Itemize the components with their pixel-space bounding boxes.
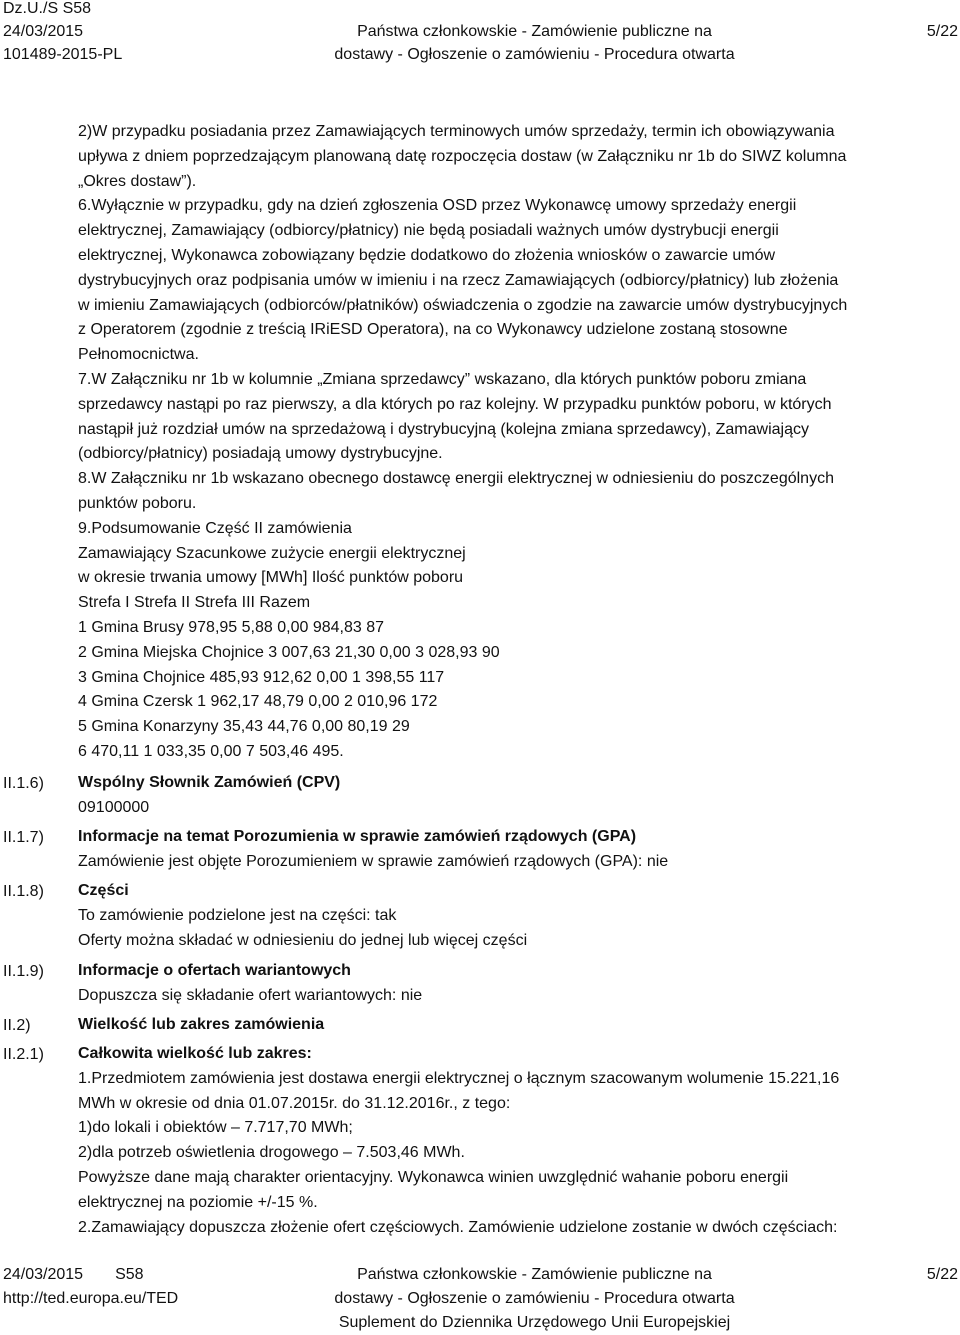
footer-date: 24/03/2015 <box>3 1266 84 1283</box>
body-line: w imieniu Zamawiających (odbiorców/płatników) oświadczenia o zgodzie na zawarcie umów dystrybucyjnych <box>78 296 848 314</box>
body-line: (odbiorcy/płatnicy) posiadają umowy dystrybucyjne. <box>78 445 443 463</box>
footer-date-line <box>3 1263 178 1287</box>
section-number: II.1.9) <box>3 963 44 980</box>
body-line: 8.W Załączniku nr 1b wskazano obecnego dostawcę energii elektrycznej w odniesieniu do poszczególnych <box>78 470 834 488</box>
body-line: w okresie trwania umowy [MWh] Ilość punktów poboru <box>78 569 464 587</box>
footer-page-number: 5/22 <box>926 1266 958 1283</box>
section-scope <box>78 1013 938 1038</box>
section-heading: Informacje o ofertach wariantowych <box>78 962 351 979</box>
footer-center <box>298 1263 771 1335</box>
body-line: „Okres dostaw”). <box>78 172 197 190</box>
footer-url: http://ted.europa.eu/TED <box>3 1290 179 1307</box>
section-line: 1)do lokali i obiektów – 7.717,70 MWh; <box>78 1119 353 1137</box>
section-heading: Wielkość lub zakres zamówienia <box>78 1016 325 1033</box>
body-line: Zamawiający Szacunkowe zużycie energii elektrycznej <box>78 544 466 562</box>
section-heading: Informacje na temat Porozumienia w sprawie zamówień rządowych (GPA) <box>78 828 637 845</box>
footer-title-line2: dostawy - Ogłoszenie o zamówieniu - Procedura otwarta <box>334 1290 735 1307</box>
section-line: Powyższe dane mają charakter orientacyjny. Wykonawca winien uwzględnić wahanie poboru energii <box>78 1168 789 1186</box>
section-line: elektrycznej na poziomie +/-15 %. <box>78 1193 318 1211</box>
section-number: II.1.7) <box>3 829 44 846</box>
body-line: 5 Gmina Konarzyny 35,43 44,76 0,00 80,19 29 <box>78 718 410 736</box>
body-line: z Operatorem (zgodnie z treścią IRiESD Operatora), na co Wykonawcy udzielone zostaną stosowne <box>78 321 788 339</box>
body-line: punktów poboru. <box>78 494 197 512</box>
body-line: dystrybucyjnych oraz podpisania umów w imieniu i na rzecz Zamawiających (odbiorcy/płatnicy) lub złożenia <box>78 271 839 289</box>
journal-ref: Dz.U./S S58 <box>3 0 92 17</box>
section-heading: Części <box>78 882 129 899</box>
footer-title-line3: Suplement do Dziennika Urzędowego Unii Europejskiej <box>338 1314 731 1331</box>
section-line: 2.Zamawiający dopuszcza złożenie ofert częściowych. Zamówienie udzielone zostanie w dwóch częściach: <box>78 1218 838 1236</box>
body-line: Strefa I Strefa II Strefa III Razem <box>78 594 311 612</box>
section-parts <box>78 879 938 953</box>
notice-number: 101489-2015-PL <box>3 46 123 63</box>
body-line: upływa z dniem poprzedzającym planowaną datę rozpoczęcia dostaw (w Załączniku nr 1b do SIWZ kolumna <box>78 147 847 165</box>
section-line: MWh w okresie od dnia 01.07.2015r. do 31.12.2016r., z tego: <box>78 1094 511 1112</box>
body-line: 2 Gmina Miejska Chojnice 3 007,63 21,30 0,00 3 028,93 90 <box>78 643 500 661</box>
header-left <box>3 0 122 66</box>
body-line: nastąpił już rozdział umów na sprzedażową i dystrybucyjną (kolejna zmiana sprzedawcy), Zamawiający <box>78 420 809 438</box>
footer-left <box>3 1263 178 1311</box>
body-line: elektrycznej, Wykonawca zobowiązany będzie dodatkowo do złożenia wniosków o zawarcie umów <box>78 246 776 264</box>
page-header <box>0 0 960 72</box>
footer-title-line1: Państwa członkowskie - Zamówienie publiczne na <box>357 1266 712 1283</box>
footer-code: S58 <box>115 1266 144 1283</box>
body-text <box>78 120 938 765</box>
body-line: 9.Podsumowanie Część II zamówienia <box>78 519 352 537</box>
body-line: 1 Gmina Brusy 978,95 5,88 0,00 984,83 87 <box>78 618 384 636</box>
body-line: Pełnomocnictwa. <box>78 346 199 364</box>
section-heading: Wspólny Słownik Zamówień (CPV) <box>78 774 341 791</box>
section-heading: Całkowita wielkość lub zakres: <box>78 1045 312 1062</box>
section-number: II.2) <box>3 1017 31 1034</box>
section-line: Oferty można składać w odniesieniu do jednej lub więcej części <box>78 931 528 949</box>
body-line: 4 Gmina Czersk 1 962,17 48,79 0,00 2 010,96 172 <box>78 693 438 711</box>
section-cpv <box>78 771 938 821</box>
section-line: 2)dla potrzeb oświetlenia drogowego – 7.503,46 MWh. <box>78 1144 465 1162</box>
section-line: Zamówienie jest objęte Porozumieniem w sprawie zamówień rządowych (GPA): nie <box>78 852 669 870</box>
section-line: 09100000 <box>78 798 150 816</box>
header-date: 24/03/2015 <box>3 23 84 40</box>
section-gpa <box>78 825 938 875</box>
body-line: 2)W przypadku posiadania przez Zamawiających terminowych umów sprzedaży, termin ich obowiązywania <box>78 123 835 140</box>
page-footer <box>0 1263 960 1334</box>
section-line: To zamówienie podzielone jest na części: tak <box>78 906 397 924</box>
section-line: 1.Przedmiotem zamówienia jest dostawa energii elektrycznej o łącznym szacowanym wolumenie 15.221,16 <box>78 1069 840 1087</box>
header-title-line1: Państwa członkowskie - Zamówienie publiczne na <box>357 23 712 40</box>
section-number: II.1.6) <box>3 775 44 792</box>
section-line: Dopuszcza się składanie ofert wariantowych: nie <box>78 986 423 1004</box>
body-line: 3 Gmina Chojnice 485,93 912,62 0,00 1 398,55 117 <box>78 668 445 686</box>
body-line: 6 470,11 1 033,35 0,00 7 503,46 495. <box>78 742 344 760</box>
body-line: elektrycznej, Zamawiający (odbiorcy/płatnicy) nie będą posiadali ważnych umów dystrybucji energii <box>78 222 779 240</box>
body-line: 7.W Załączniku nr 1b w kolumnie „Zmiana sprzedawcy” wskazano, dla których punktów poboru zmiana <box>78 370 807 388</box>
header-center <box>318 20 751 66</box>
section-variants <box>78 959 938 1009</box>
header-title-line2: dostawy - Ogłoszenie o zamówieniu - Procedura otwarta <box>334 46 735 63</box>
section-total-scope <box>78 1042 938 1240</box>
section-number: II.2.1) <box>3 1046 44 1063</box>
section-number: II.1.8) <box>3 883 44 900</box>
header-page-number: 5/22 <box>926 23 958 40</box>
body-line: 6.Wyłącznie w przypadku, gdy na dzień zgłoszenia OSD przez Wykonawcę umowy sprzedaży energii <box>78 197 797 215</box>
body-line: sprzedawcy nastąpi po raz pierwszy, a dla których po raz kolejny. W przypadku punktów poboru, w których <box>78 395 832 413</box>
